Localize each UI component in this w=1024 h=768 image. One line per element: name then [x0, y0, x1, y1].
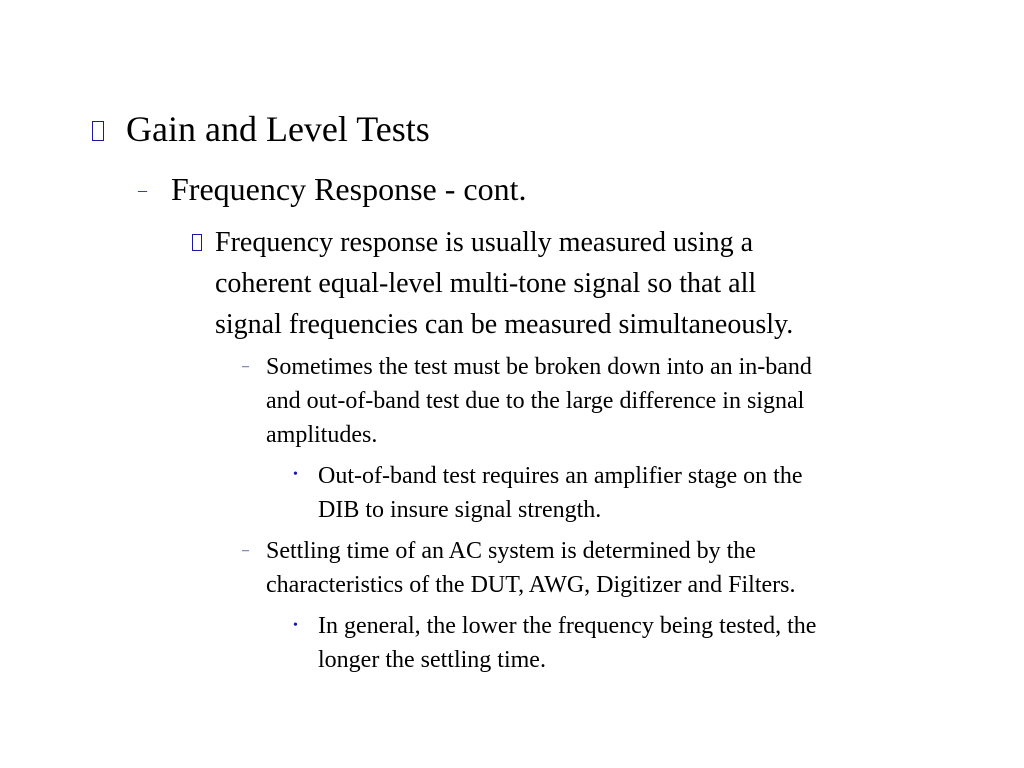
list-item-line: DIB to insure signal strength.: [318, 497, 602, 523]
slide-title: Gain and Level Tests: [126, 109, 430, 149]
list-item-line: In general, the lower the frequency being tested, the: [318, 613, 817, 639]
list-item-line: Sometimes the test must be broken down into an in-band: [266, 354, 812, 380]
paragraph-line: coherent equal-level multi-tone signal so that all: [215, 268, 757, 299]
dot-bullet: •: [293, 467, 298, 482]
subheading: Frequency Response - cont.: [171, 171, 527, 207]
list-item-line: characteristics of the DUT, AWG, Digitizer and Filters.: [266, 572, 796, 598]
paragraph-line: Frequency response is usually measured using a: [215, 227, 754, 258]
paragraph-line: signal frequencies can be measured simultaneously.: [215, 309, 794, 340]
list-item-line: and out-of-band test due to the large difference in signal: [266, 388, 805, 414]
dash-bullet: –: [138, 180, 147, 200]
list-item-line: longer the settling time.: [318, 647, 546, 673]
square-box-icon: [92, 121, 104, 141]
list-item-line: amplitudes.: [266, 422, 378, 448]
square-box-icon: [192, 234, 202, 251]
list-item-line: Settling time of an AC system is determined by the: [266, 538, 756, 564]
dash-bullet: –: [242, 359, 249, 374]
list-item-line: Out-of-band test requires an amplifier stage on the: [318, 463, 803, 489]
dash-bullet: –: [242, 543, 249, 558]
dot-bullet: •: [293, 618, 298, 633]
